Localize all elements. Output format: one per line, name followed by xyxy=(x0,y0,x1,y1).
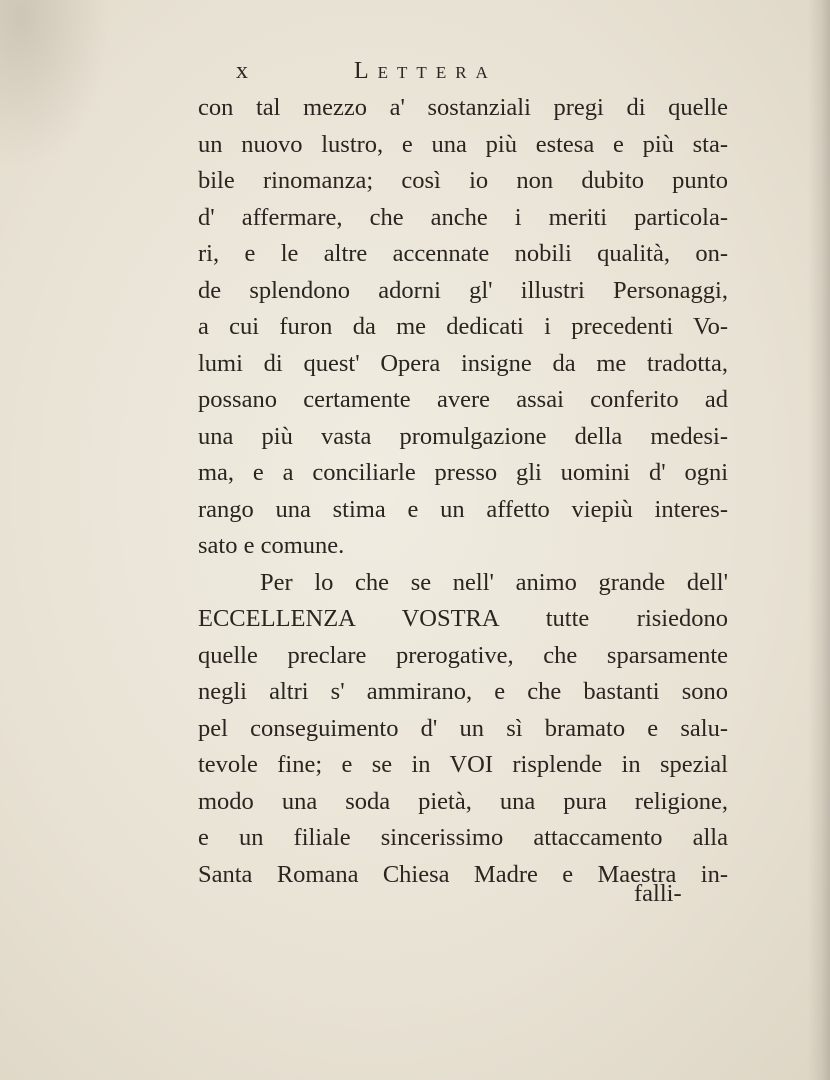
text-line: e un filiale sincerissimo attaccamento alla xyxy=(198,824,728,851)
text-line: una più vasta promulgazione della medesi- xyxy=(198,422,728,450)
paper-stain xyxy=(0,0,110,170)
running-head: Lettera xyxy=(354,58,497,84)
text-line: rango una stima e un affetto viepiù interes- xyxy=(198,495,728,523)
text-line: bile rinomanza; così io non dubito punto xyxy=(198,167,728,194)
text-line: ma, e a conciliarle presso gli uomini d' ogni xyxy=(198,459,728,486)
paragraph-start-line: Per lo che se nell' animo grande dell' xyxy=(260,568,728,596)
text-line: de splendono adorni gl' illustri Personaggi, xyxy=(198,276,728,304)
text-line: con tal mezzo a' sostanziali pregi di quelle xyxy=(198,94,728,121)
page-number: x xyxy=(236,58,249,84)
text-line: negli altri s' ammirano, e che bastanti sono xyxy=(198,678,728,705)
text-line: un nuovo lustro, e una più estesa e più sta- xyxy=(198,130,728,158)
text-line: ri, e le altre accennate nobili qualità, on- xyxy=(198,240,728,267)
text-line: d' affermare, che anche i meriti particola- xyxy=(198,203,728,231)
text-line: pel conseguimento d' un sì bramato e salu- xyxy=(198,714,728,742)
catchword: falli- xyxy=(634,880,682,907)
paragraph-end-line: sato e comune. xyxy=(198,532,345,559)
text-line: Santa Romana Chiesa Madre e Maestra in- xyxy=(198,860,728,888)
page-edge-shadow xyxy=(808,0,830,1080)
text-line: modo una soda pietà, una pura religione, xyxy=(198,787,728,815)
text-line: ECCELLENZA VOSTRA tutte risiedono xyxy=(198,605,728,632)
body-text xyxy=(198,90,728,893)
text-line: a cui furon da me dedicati i precedenti Vo- xyxy=(198,313,728,340)
text-line: possano certamente avere assai conferito ad xyxy=(198,386,728,413)
text-line: tevole fine; e se in VOI risplende in spezial xyxy=(198,751,728,778)
text-line: lumi di quest' Opera insigne da me tradotta, xyxy=(198,349,728,377)
text-line: quelle preclare prerogative, che sparsamente xyxy=(198,641,728,669)
